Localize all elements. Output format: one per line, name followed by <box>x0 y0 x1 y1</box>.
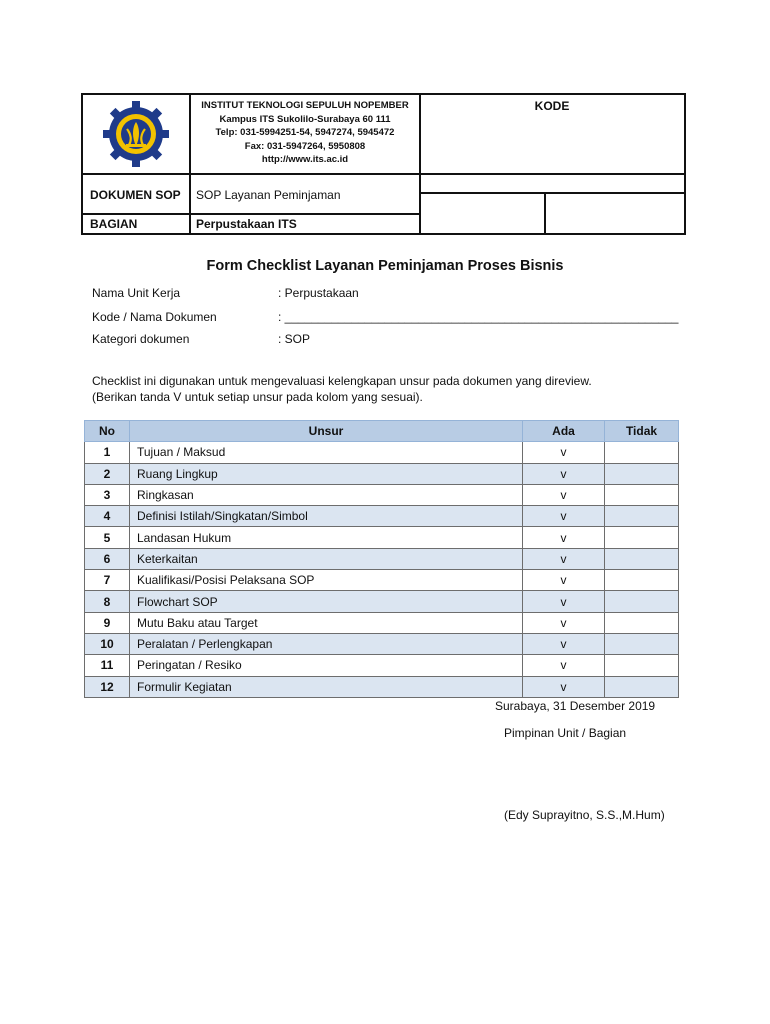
cell-ada: v <box>523 463 605 484</box>
bagian-value: Perpustakaan ITS <box>196 217 297 231</box>
kode-label: KODE <box>534 99 570 113</box>
cell-no: 10 <box>85 633 130 654</box>
cell-unsur: Mutu Baku atau Target <box>130 612 523 633</box>
table-row <box>85 548 679 569</box>
cell-ada: v <box>523 570 605 591</box>
header-no: No <box>85 421 130 442</box>
cell-unsur: Keterkaitan <box>130 548 523 569</box>
meta-value-unit: : Perpustakaan <box>278 286 359 300</box>
cell-tidak <box>605 484 679 505</box>
document-header <box>81 93 686 235</box>
meta-value-kategori: : SOP <box>278 332 311 346</box>
meta-label-unit: Nama Unit Kerja <box>92 286 181 300</box>
institution-phone: Telp: 031-5994251-54, 5947274, 5945472 <box>215 127 395 138</box>
header-ada: Ada <box>523 421 605 442</box>
table-row <box>85 676 679 697</box>
cell-no: 9 <box>85 612 130 633</box>
institution-info <box>191 99 419 167</box>
meta-value-kode: : ___________________________________________________________ <box>278 310 679 324</box>
cell-no: 11 <box>85 655 130 676</box>
cell-ada: v <box>523 442 605 463</box>
cell-ada: v <box>523 676 605 697</box>
cell-unsur: Kualifikasi/Posisi Pelaksana SOP <box>130 570 523 591</box>
cell-tidak <box>605 676 679 697</box>
cell-no: 6 <box>85 548 130 569</box>
cell-tidak <box>605 527 679 548</box>
table-row <box>85 570 679 591</box>
cell-ada: v <box>523 655 605 676</box>
cell-unsur: Flowchart SOP <box>130 591 523 612</box>
cell-ada: v <box>523 612 605 633</box>
table-row <box>85 484 679 505</box>
cell-ada: v <box>523 591 605 612</box>
cell-tidak <box>605 548 679 569</box>
signer-name: (Edy Suprayitno, S.S.,M.Hum) <box>504 808 665 822</box>
table-row <box>85 612 679 633</box>
table-row <box>85 506 679 527</box>
cell-tidak <box>605 612 679 633</box>
table-row <box>85 463 679 484</box>
institution-fax: Fax: 031-5947264, 5950808 <box>244 140 366 152</box>
dokumen-value: SOP Layanan Peminjaman <box>196 188 341 202</box>
table-row <box>85 442 679 463</box>
instruction-line: Checklist ini digunakan untuk mengevaluasi kelengkapan unsur pada dokumen yang direview. <box>92 374 592 388</box>
cell-tidak <box>605 633 679 654</box>
cell-unsur: Peringatan / Resiko <box>130 655 523 676</box>
cell-no: 7 <box>85 570 130 591</box>
cell-tidak <box>605 570 679 591</box>
cell-tidak <box>605 463 679 484</box>
cell-no: 3 <box>85 484 130 505</box>
cell-unsur: Definisi Istilah/Singkatan/Simbol <box>130 506 523 527</box>
cell-unsur: Ruang Lingkup <box>130 463 523 484</box>
instruction-line: (Berikan tanda V untuk setiap unsur pada kolom yang sesuai). <box>92 390 423 404</box>
cell-unsur: Peralatan / Perlengkapan <box>130 633 523 654</box>
cell-unsur: Formulir Kegiatan <box>130 676 523 697</box>
cell-no: 2 <box>85 463 130 484</box>
cell-tidak <box>605 655 679 676</box>
cell-ada: v <box>523 633 605 654</box>
table-body <box>85 442 679 698</box>
header-tidak: Tidak <box>605 421 679 442</box>
institution-website: http://www.its.ac.id <box>261 154 349 165</box>
bagian-label: BAGIAN <box>90 217 138 231</box>
checklist-table <box>84 420 679 698</box>
table-row <box>85 591 679 612</box>
cell-ada: v <box>523 527 605 548</box>
table-header-row <box>85 421 679 442</box>
its-logo-icon <box>83 95 189 173</box>
cell-tidak <box>605 442 679 463</box>
cell-unsur: Tujuan / Maksud <box>130 442 523 463</box>
cell-no: 1 <box>85 442 130 463</box>
place-date: Surabaya, 31 Desember 2019 <box>495 699 656 713</box>
dokumen-label: DOKUMEN SOP <box>90 188 181 202</box>
meta-label-kode: Kode / Nama Dokumen <box>92 310 217 324</box>
institution-name: INSTITUT TEKNOLOGI SEPULUH NOPEMBER <box>201 100 409 111</box>
header-unsur: Unsur <box>130 421 523 442</box>
signer-role: Pimpinan Unit / Bagian <box>504 726 627 740</box>
instructions <box>92 373 592 405</box>
cell-unsur: Landasan Hukum <box>130 527 523 548</box>
cell-unsur: Ringkasan <box>130 484 523 505</box>
cell-no: 4 <box>85 506 130 527</box>
meta-label-kategori: Kategori dokumen <box>92 332 190 346</box>
cell-no: 5 <box>85 527 130 548</box>
cell-tidak <box>605 506 679 527</box>
cell-ada: v <box>523 506 605 527</box>
table-row <box>85 633 679 654</box>
table-row <box>85 655 679 676</box>
institution-address: Kampus ITS Sukolilo-Surabaya 60 111 <box>219 113 391 125</box>
form-title: Form Checklist Layanan Peminjaman Proses Bisnis <box>206 258 564 274</box>
cell-no: 8 <box>85 591 130 612</box>
cell-tidak <box>605 591 679 612</box>
cell-ada: v <box>523 484 605 505</box>
cell-no: 12 <box>85 676 130 697</box>
table-row <box>85 527 679 548</box>
cell-ada: v <box>523 548 605 569</box>
